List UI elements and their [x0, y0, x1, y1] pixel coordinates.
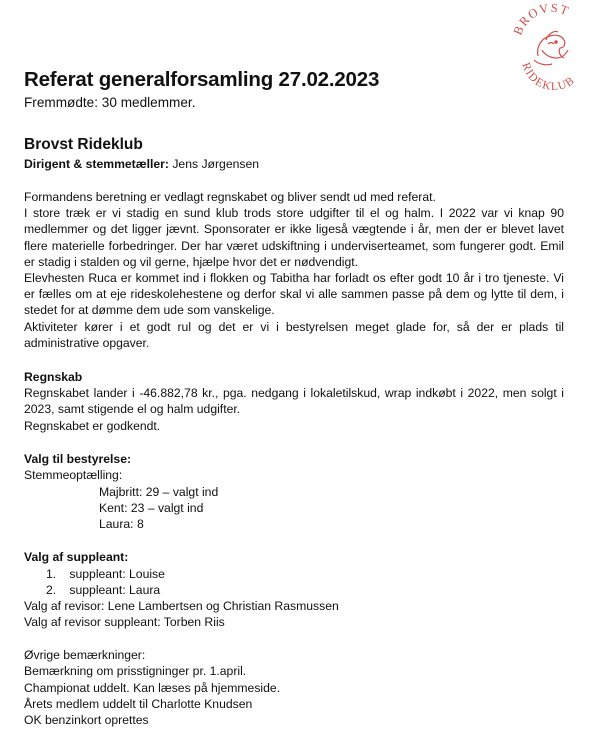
logo-text-bottom: RIDEKLUB — [519, 61, 578, 92]
other-item: Championat uddelt. Kan læses på hjemmeside. — [24, 681, 281, 695]
svg-text:BROVST — [511, 1, 572, 37]
horse-logo-icon — [508, 0, 596, 92]
list-text: suppleant: Laura — [69, 583, 161, 597]
auditor-sub-line: Valg af revisor suppleant: Torben Riis — [24, 615, 225, 629]
logo-text-top: BROVST — [510, 0, 572, 38]
report-paragraph: Aktiviteter kører i et godt rul og det er vi i bestyrelsen meget glade for, så der er plads til administrative opgaver. — [24, 319, 564, 350]
accounts-text — [24, 385, 564, 417]
list-item — [46, 566, 165, 582]
report-paragraph: Formandens beretning er vedlagt regnskabet og bliver sendt ud med referat. — [24, 190, 436, 204]
club-name: Brovst Rideklub — [24, 136, 143, 153]
chairman-report — [24, 189, 564, 351]
substitute-heading: Valg af suppleant: — [24, 550, 129, 564]
page-title: Referat generalforsamling 27.02.2023 — [24, 68, 380, 91]
accounts-paragraph: Regnskabet lander i -46.882,78 kr., pga. nedgang i lokaletilskud, wrap indkøbt i 2022, men solgt i 2023, samt stigende el og halm udgifter. — [24, 386, 564, 417]
chair-line — [24, 156, 259, 172]
report-paragraph: Elevhesten Ruca er kommet ind i flokken og Tabitha har forladt os efter godt 10 år i tro tjeneste. Vi er fælles om at eje rideskolehestene og derfor skal vi alle sammen passe på dem og lytte til dem, i stedet for at dømme dem ude som vanskelige. — [24, 271, 564, 318]
auditor-line: Valg af revisor: Lene Lambertsen og Christian Rasmussen — [24, 599, 339, 613]
chair-value: Jens Jørgensen — [172, 157, 260, 171]
other-item: OK benzinkort oprettes — [24, 713, 149, 727]
vote-result: Majbritt: 29 – valgt ind — [99, 485, 219, 499]
accounts-approved: Regnskabet er godkendt. — [24, 419, 161, 433]
other-heading: Øvrige bemærkninger: — [24, 648, 146, 662]
other-item: Årets medlem uddelt til Charlotte Knudsen — [24, 697, 253, 711]
board-heading: Valg til bestyrelse: — [24, 452, 132, 466]
list-text: suppleant: Louise — [69, 567, 165, 581]
vote-result: Kent: 23 – valgt ind — [99, 501, 204, 515]
vote-count-label: Stemmeoptælling: — [24, 468, 123, 482]
list-item — [46, 582, 160, 598]
chair-label: Dirigent & stemmetæller: — [24, 157, 169, 171]
other-item: Bemærkning om prisstigninger pr. 1.april. — [24, 664, 247, 678]
list-number: 1. — [46, 567, 57, 581]
attendance: Fremmødte: 30 medlemmer. — [24, 95, 196, 110]
report-paragraph: I store træk er vi stadig en sund klub trods store udgifter til el og halm. I 2022 var vi knap 90 medlemmer og det ligger jævnt. Sponsorater er ikke ligeså vægtende i år, men der er blevet lavet flere materielle forbedringer. Der har været udskiftning i underviserteamet, som fungerer godt. Emil er stadig i stalden og vil gerne, hjælpe hvor det er nødvendigt. — [24, 206, 564, 269]
svg-text:RIDEKLUB — [519, 61, 577, 92]
list-number: 2. — [46, 583, 57, 597]
accounts-heading: Regnskab — [24, 370, 83, 384]
vote-result: Laura: 8 — [99, 517, 144, 531]
